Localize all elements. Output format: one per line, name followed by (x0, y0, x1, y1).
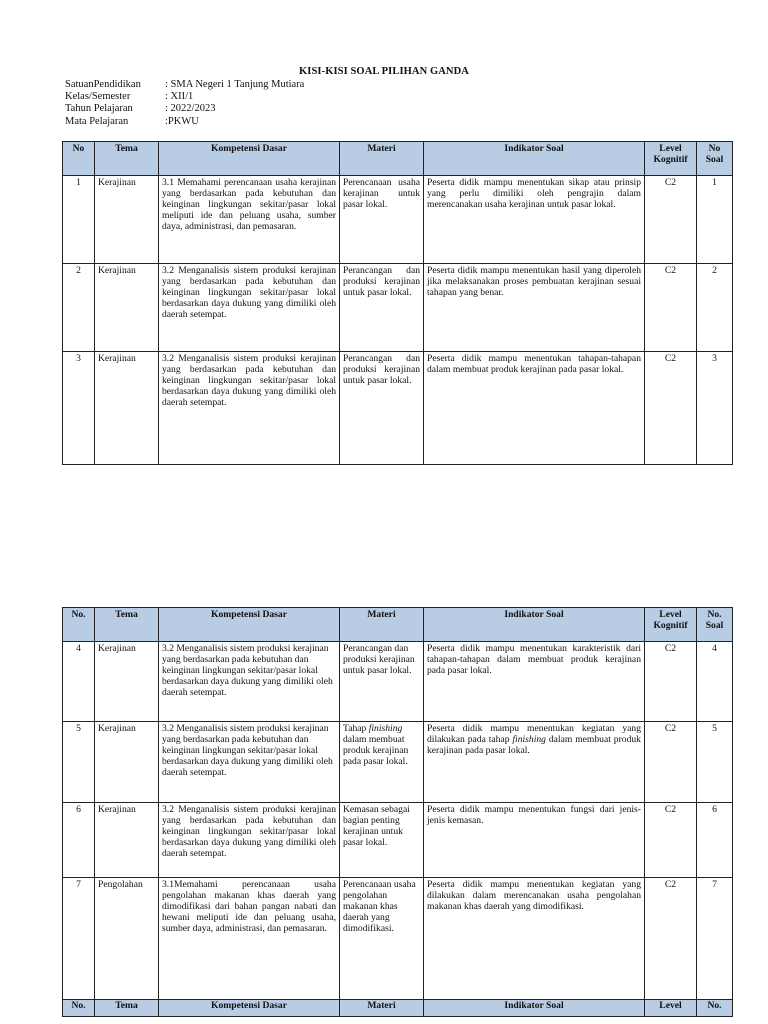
table-row (63, 878, 733, 1000)
document-title: KISI-KISI SOAL PILIHAN GANDA (299, 66, 469, 77)
header-tema: Tema (95, 608, 159, 642)
table-row (63, 352, 733, 465)
meta-row-kelas (65, 91, 304, 103)
cell-materi: Perancangan dan produksi kerajinan untuk pasar lokal. (340, 352, 424, 465)
cell-no-soal: 7 (697, 878, 733, 1000)
header-no-soal: No. (697, 1000, 733, 1017)
header-no-soal: No. Soal (697, 608, 733, 642)
meta-value: : 2022/2023 (165, 103, 216, 115)
cell-level-kognitif: C2 (645, 176, 697, 264)
cell-no-soal: 3 (697, 352, 733, 465)
header-no: No. (63, 1000, 95, 1017)
header-no: No. (63, 608, 95, 642)
cell-no: 3 (63, 352, 95, 465)
header-materi: Materi (340, 608, 424, 642)
cell-indikator-soal: Peserta didik mampu menentukan fungsi dari jenis-jenis kemasan. (424, 803, 645, 878)
cell-tema: Kerajinan (95, 264, 159, 352)
cell-no: 7 (63, 878, 95, 1000)
table-row (63, 264, 733, 352)
header-level-kognitif: Level (645, 1000, 697, 1017)
header-indikator-soal: Indikator Soal (424, 142, 645, 176)
cell-kompetensi-dasar: 3.2 Menganalisis sistem produksi kerajinan yang berdasarkan pada kebutuhan dan keinginan lingkungan sekitar/pasar lokal berdasarkan daya dukung yang dimiliki oleh daerah setempat. (159, 803, 340, 878)
cell-materi: Perancangan dan produksi kerajinan untuk pasar lokal. (340, 642, 424, 722)
cell-tema: Kerajinan (95, 642, 159, 722)
cell-tema: Kerajinan (95, 722, 159, 803)
cell-level-kognitif: C2 (645, 878, 697, 1000)
table-header-row (63, 608, 733, 642)
cell-no: 5 (63, 722, 95, 803)
table-row (63, 642, 733, 722)
header-materi: Materi (340, 142, 424, 176)
meta-value: : XII/1 (165, 91, 194, 103)
header-tema: Tema (95, 142, 159, 176)
header-level-kognitif: Level Kognitif (645, 142, 697, 176)
table-row (63, 803, 733, 878)
meta-label: Kelas/Semester (65, 91, 131, 103)
materi-emphasis: finishing (368, 723, 403, 734)
kisi-table-page-2 (62, 607, 733, 1017)
header-no: No (63, 142, 95, 176)
kisi-table-page-1 (62, 141, 733, 465)
cell-level-kognitif: C2 (645, 803, 697, 878)
cell-no-soal: 6 (697, 803, 733, 878)
table-header-row-repeat (63, 1000, 733, 1017)
cell-tema: Kerajinan (95, 352, 159, 465)
cell-level-kognitif: C2 (645, 642, 697, 722)
cell-no-soal: 1 (697, 176, 733, 264)
cell-no-soal: 4 (697, 642, 733, 722)
meta-value: :PKWU (165, 115, 199, 127)
cell-no: 4 (63, 642, 95, 722)
indikator-text: Peserta didik mampu menentukan kegiatan yang dilakukan pada tahap (427, 723, 641, 745)
cell-level-kognitif: C2 (645, 264, 697, 352)
cell-indikator-soal (424, 722, 645, 803)
header-no-soal: No Soal (697, 142, 733, 176)
meta-label: Mata Pelajaran (65, 115, 129, 127)
cell-materi (340, 722, 424, 803)
cell-materi: Perencanaan usaha kerajinan untuk pasar lokal. (340, 176, 424, 264)
meta-value: : SMA Negeri 1 Tanjung Mutiara (165, 79, 305, 90)
cell-kompetensi-dasar: 3.2 Menganalisis sistem produksi kerajinan yang berdasarkan pada kebutuhan dan keinginan lingkungan sekitar/pasar lokal berdasarkan daya dukung yang dimiliki oleh daerah setempat. (159, 264, 340, 352)
cell-no: 6 (63, 803, 95, 878)
document-meta (65, 79, 304, 128)
cell-indikator-soal: Peserta didik mampu menentukan sikap atau prinsip yang perlu dimiliki oleh pengrajin dalam merencanakan usaha kerajinan untuk pasar lokal. (424, 176, 645, 264)
cell-indikator-soal: Peserta didik mampu menentukan kegiatan yang dilakukan dalam merencanakan usaha pengolahan makanan khas daerah yang dimodifikasi. (424, 878, 645, 1000)
cell-materi: Perencanaan usaha pengolahan makanan khas daerah yang dimodifikasi. (340, 878, 424, 1000)
cell-no-soal: 5 (697, 722, 733, 803)
cell-kompetensi-dasar: 3.2 Menganalisis sistem produksi kerajinan yang berdasarkan pada kebutuhan dan keinginan lingkungan sekitar/pasar lokal berdasarkan daya dukung yang dimiliki oleh daerah setempat. (159, 352, 340, 465)
indikator-emphasis: finishing (512, 733, 546, 745)
cell-materi: Perancangan dan produksi kerajinan untuk pasar lokal. (340, 264, 424, 352)
header-kompetensi-dasar: Kompetensi Dasar (159, 142, 340, 176)
cell-no: 2 (63, 264, 95, 352)
meta-label: Tahun Pelajaran (65, 103, 133, 115)
cell-tema: Pengolahan (95, 878, 159, 1000)
cell-level-kognitif: C2 (645, 722, 697, 803)
cell-no: 1 (63, 176, 95, 264)
cell-level-kognitif: C2 (645, 352, 697, 465)
cell-materi: Kemasan sebagai bagian penting kerajinan untuk pasar lokal. (340, 803, 424, 878)
meta-row-satuan (65, 79, 304, 91)
header-indikator-soal: Indikator Soal (424, 608, 645, 642)
cell-no-soal: 2 (697, 264, 733, 352)
cell-kompetensi-dasar: 3.1Memahami perencanaan usaha pengolahan makanan khas daerah yang dimodifikasi dari bahan pangan nabati dan hewani meliputi ide dan peluang usaha, sumber daya, administrasi, dan pemasaran. (159, 878, 340, 1000)
header-kompetensi-dasar: Kompetensi Dasar (159, 608, 340, 642)
cell-kompetensi-dasar: 3.2 Menganalisis sistem produksi kerajinan yang berdasarkan pada kebutuhan dan keinginan lingkungan sekitar/pasar lokal berdasarkan daya dukung yang dimiliki oleh daerah setempat. (159, 642, 340, 722)
meta-row-mapel (65, 116, 304, 128)
header-materi: Materi (340, 1000, 424, 1017)
table-row (63, 176, 733, 264)
cell-indikator-soal: Peserta didik mampu menentukan karakteristik dari tahapan-tahapan dalam membuat produk kerajinan pada pasar lokal. (424, 642, 645, 722)
header-tema: Tema (95, 1000, 159, 1017)
indikator-text: dalam membuat produk kerajinan pada pasar lokal. (427, 733, 641, 756)
header-level-kognitif: Level Kognitif (645, 608, 697, 642)
header-indikator-soal: Indikator Soal (424, 1000, 645, 1017)
cell-kompetensi-dasar: 3.2 Menganalisis sistem produksi kerajinan yang berdasarkan pada kebutuhan dan keinginan lingkungan sekitar/pasar lokal berdasarkan daya dukung yang dimiliki oleh daerah setempat. (159, 722, 340, 803)
cell-tema: Kerajinan (95, 803, 159, 878)
materi-text: Tahap (343, 723, 369, 734)
cell-tema: Kerajinan (95, 176, 159, 264)
meta-label: SatuanPendidikan (65, 79, 141, 90)
table-header-row (63, 142, 733, 176)
table-row (63, 722, 733, 803)
cell-indikator-soal: Peserta didik mampu menentukan hasil yang diperoleh jika melaksanakan proses pembuatan kerajinan sesuai tahapan yang benar. (424, 264, 645, 352)
cell-kompetensi-dasar: 3.1 Memahami perencanaan usaha kerajinan yang berdasarkan pada kebutuhan dan keinginan lingkungan sekitar/pasar lokal meliputi ide dan peluang usaha, sumber daya, administrasi, dan pemasaran. (159, 176, 340, 264)
meta-row-tahun (65, 103, 304, 115)
materi-text: dalam membuat produk kerajinan pada pasar lokal. (343, 733, 409, 767)
header-kompetensi-dasar: Kompetensi Dasar (159, 1000, 340, 1017)
cell-indikator-soal: Peserta didik mampu menentukan tahapan-tahapan dalam membuat produk kerajinan pada pasar lokal. (424, 352, 645, 465)
